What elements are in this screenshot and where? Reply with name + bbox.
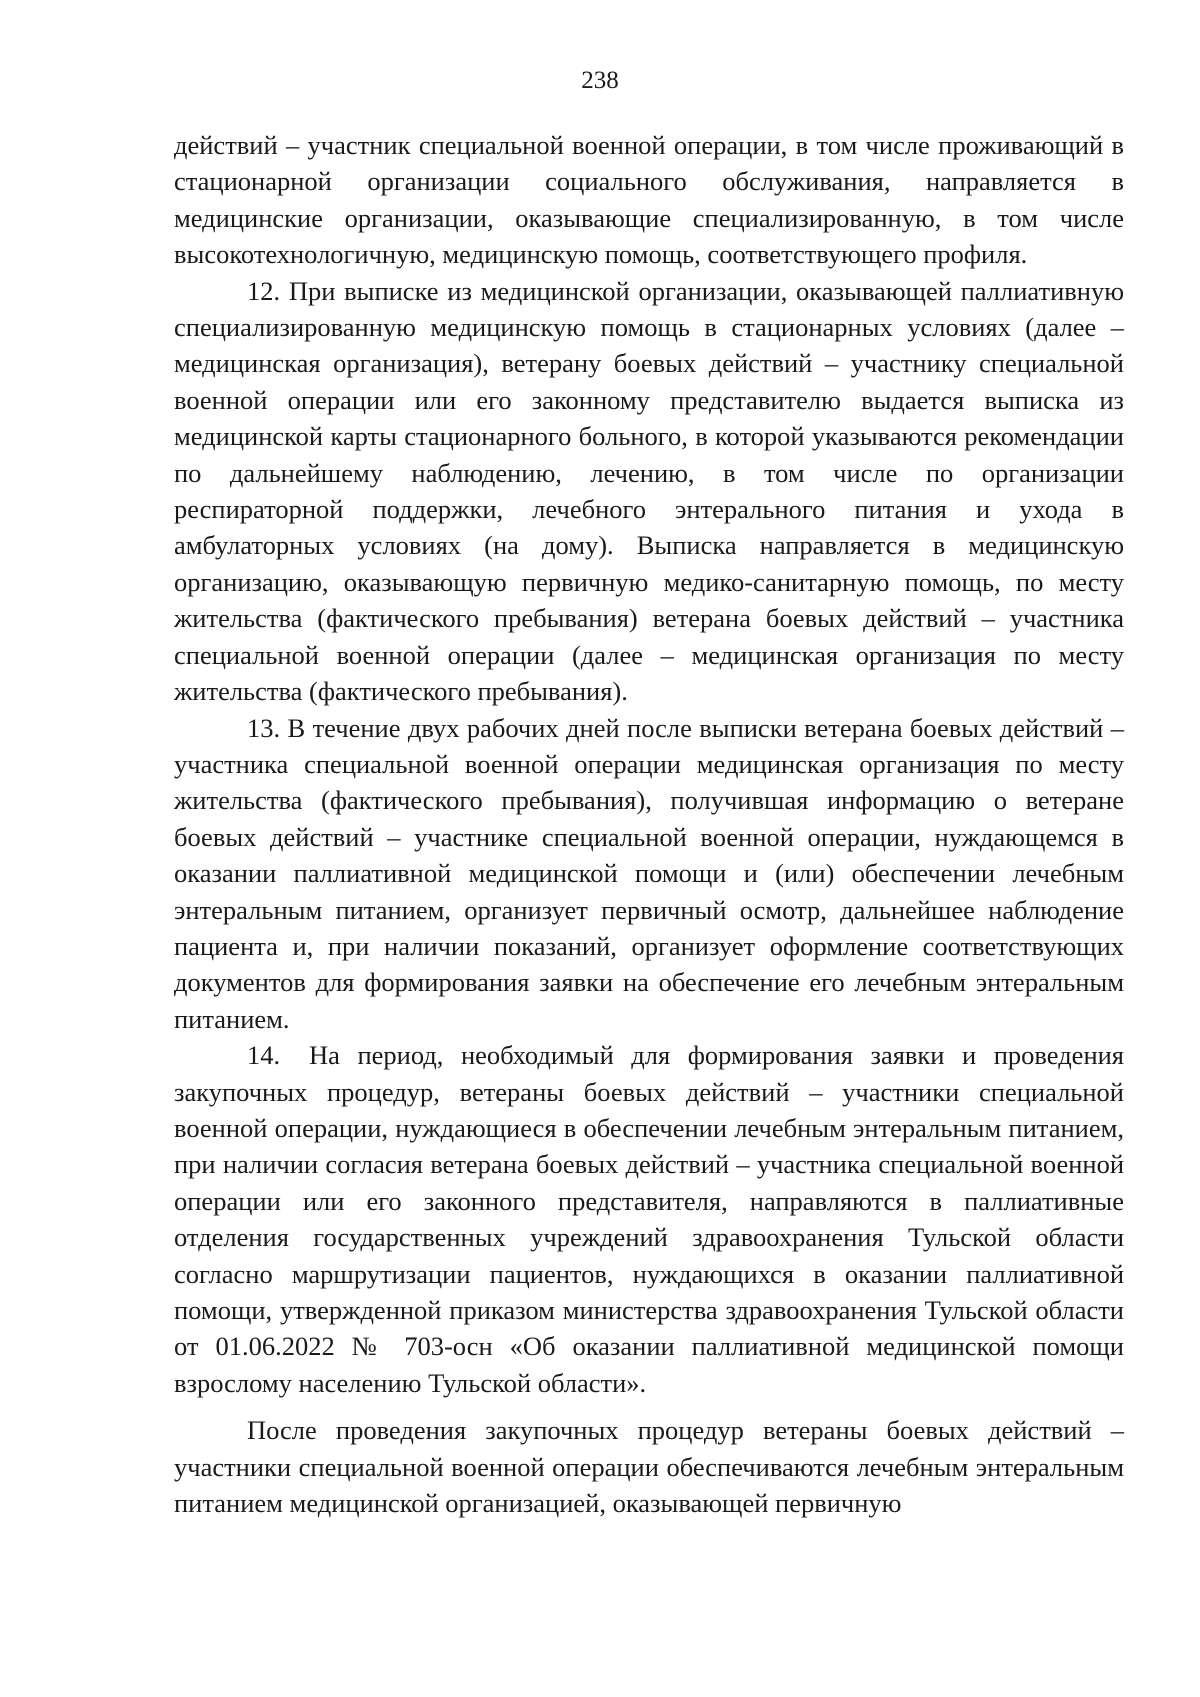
paragraph-13: 13. В течение двух рабочих дней после выписки ветерана боевых действий – участника специальной военной операции медицинская организация по месту жительства (фактического пребывания), получившая информацию о ветеране боевых действий – участнике специальной военной операции, нуждающемся в оказании паллиативной медицинской помощи и (или) обеспечении лечебным энтеральным питанием, организует первичный осмотр, дальнейшее наблюдение пациента и, при наличии показаний, организует оформление соответствующих документов для формирования заявки на обеспечение его лечебным энтеральным питанием.	[174, 712, 1124, 1034]
page-number: 238	[581, 67, 619, 94]
document-body	[174, 127, 1124, 1521]
paragraph-12: 12. При выписке из медицинской организации, оказывающей паллиативную специализированную медицинскую помощь в стационарных условиях (далее – медицинская организация), ветерану боевых действий – участнику специальной военной операции или его законному представителю выдается выписка из медицинской карты стационарного больного, в которой указываются рекомендации по дальнейшему наблюдению, лечению, в том числе по организации респираторной поддержки, лечебного энтерального питания и ухода в амбулаторных условиях (на дому). Выписка направляется в медицинскую организацию, оказывающую первичную медико-санитарную помощь, по месту жительства (фактического пребывания) ветерана боевых действий – участника специальной военной операции (далее – медицинская организация по месту жительства (фактического пребывания).	[174, 275, 1124, 707]
paragraph-continuation: действий – участник специальной военной операции, в том числе проживающий в стационарной организации социального обслуживания, направляется в медицинские организации, оказывающие специализированную, в том числе высокотехнологичную, медицинскую помощь, соответствующего профиля.	[174, 130, 1124, 270]
paragraph-14-text: На период, необходимый для формирования заявки и проведения закупочных процедур, ветераны боевых действий – участники специальной военной операции, нуждающиеся в обеспечении лечебным энтеральным питанием, при наличии согласия ветерана боевых действий – участника специальной военной операции или его законного представителя, направляются в паллиативные отделения государственных учреждений здравоохранения Тульской области согласно маршрутизации пациентов, нуждающихся в оказании паллиативной помощи, утвержденной приказом министерства здравоохранения Тульской области от 01.06.2022 № 703-осн «Об оказании паллиативной медицинской помощи взрослому населению Тульской области».	[174, 1040, 1124, 1398]
paragraph-14	[174, 1037, 1124, 1401]
paragraph-14-number: 14.	[247, 1040, 281, 1071]
paragraph-final: После проведения закупочных процедур ветераны боевых действий – участники специальной военной операции обеспечиваются лечебным энтеральным питанием медицинской организацией, оказывающей первичную	[174, 1415, 1124, 1519]
